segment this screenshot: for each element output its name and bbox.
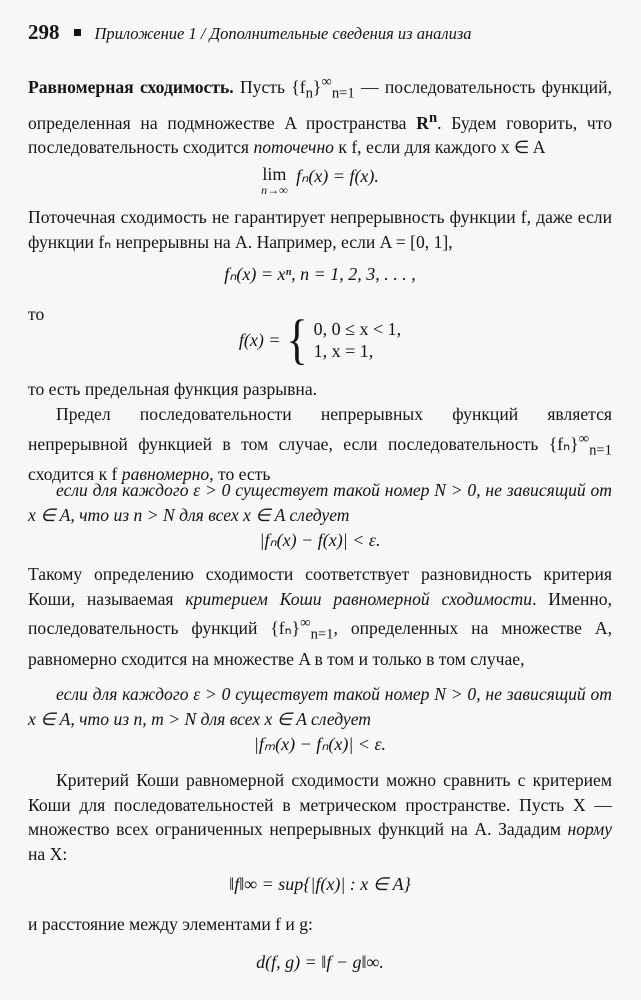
left-brace-icon: { (286, 308, 308, 370)
symbol-R: R (416, 112, 429, 133)
subscript: n=1 (589, 441, 612, 458)
text: к f, если для каждого x ∈ A (333, 137, 546, 158)
case-2: 1, x = 1, (313, 341, 374, 361)
equation-rhs: fₙ(x) = f(x). (296, 166, 379, 186)
paragraph-cauchy-criterion (28, 562, 612, 671)
emphasis-uniformly: равномерно (121, 464, 210, 485)
paragraph-pointwise (28, 205, 612, 254)
equation-distance: d(f, g) = ‖f − g‖∞. (256, 952, 384, 972)
limit-operator (261, 166, 288, 198)
subscript: n (305, 85, 313, 102)
definition-cauchy-uniform: если для каждого ε > 0 существует такой номер N > 0, не зависящий от x ∈ A, что из n, m > N для всех x ∈ A следует (28, 684, 612, 729)
text: Критерий Коши равномерной сходимости можно сравнить с критерием Коши для последовательностей в метрическом пространстве. Пусть X — множество всех ограниченных непрерывных функций на A. Зададим (28, 770, 612, 839)
paragraph-discontinuous: то есть предельная функция разрывна. (28, 379, 318, 399)
definition-uniform-convergence: если для каждого ε > 0 существует такой номер N > 0, не зависящий от x ∈ A, что из n > N для всех x ∈ A следует (28, 480, 612, 525)
lim-subscript: n→∞ (261, 183, 288, 197)
paragraph-uniform-convergence-intro: Равномерная сходимость. Пусть $\{f_n\}^\infty_{n=1}$ — последовательность функций, определенная на подмножестве A пространства $R^n$. Будем говорить, что последовательность сходится поточечно к f, если для каждого x ∈ A (28, 74, 612, 158)
piecewise-lhs: f(x) = (238, 329, 281, 350)
superscript: n (428, 109, 438, 126)
text: Предел последовательности непрерывных функций является непрерывной функцией в том случае, если последовательность {fₙ} (28, 404, 612, 454)
paragraph-distance: и расстояние между элементами f и g: (28, 914, 313, 934)
superscript: ∞ (300, 615, 311, 631)
piecewise-function (238, 308, 402, 370)
section-title: Равномерная сходимость. (28, 76, 234, 97)
page-header (28, 20, 618, 50)
word-to: то (28, 304, 45, 324)
equation-epsilon-2: |fₘ(x) − fₙ(x)| < ε. (253, 734, 387, 754)
paragraph-uniform-limit (28, 402, 612, 487)
emphasis-pointwise: поточечно (253, 137, 334, 158)
emphasis-cauchy-criterion: критерием Коши равномерной сходимости (185, 588, 533, 609)
case-1: 0, 0 ≤ x < 1, (313, 319, 402, 339)
piecewise-cases (314, 318, 402, 362)
equation-sup-norm: ‖f‖∞ = sup{|f(x)| : x ∈ A} (229, 874, 411, 894)
text: Пусть {f (233, 76, 306, 97)
superscript: ∞ (578, 430, 590, 447)
text: — последовательность функций, определенная на подмножестве A пространства (28, 76, 612, 133)
running-head: Приложение 1 / Дополнительные сведения из анализа (94, 24, 472, 43)
bullet-icon (74, 29, 81, 36)
subscript: n=1 (310, 626, 334, 643)
text: . Именно, последовательность функций {fₙ} (28, 588, 612, 638)
page-number: 298 (28, 20, 60, 44)
superscript: ∞ (321, 74, 332, 90)
paragraph-metric-space (28, 768, 612, 866)
subscript: n=1 (331, 85, 355, 102)
emphasis-norm: норму (567, 819, 612, 839)
text: Такому определению сходимости соответствует разновидность критерия Коши, называемая (28, 564, 612, 609)
text: , определенных на множестве A, равномерно сходится на множестве A в том и только в том случае, (28, 617, 612, 669)
text: на X: (28, 843, 68, 864)
text: сходится к f (28, 464, 122, 485)
text: Поточечная сходимость не гарантирует непрерывность функции f, даже если функции fₙ непрерывны на A. Например, если A = [0, 1], (28, 207, 612, 252)
equation-xn: fₙ(x) = xⁿ, n = 1, 2, 3, . . . , (224, 264, 416, 284)
lim-text: lim (262, 164, 287, 184)
equation-epsilon-1: |fₙ(x) − f(x)| < ε. (259, 530, 381, 550)
equation-limit (28, 166, 612, 198)
text: , то есть (209, 464, 271, 485)
text: . Будем говорить, что последовательность сходится (28, 112, 612, 158)
